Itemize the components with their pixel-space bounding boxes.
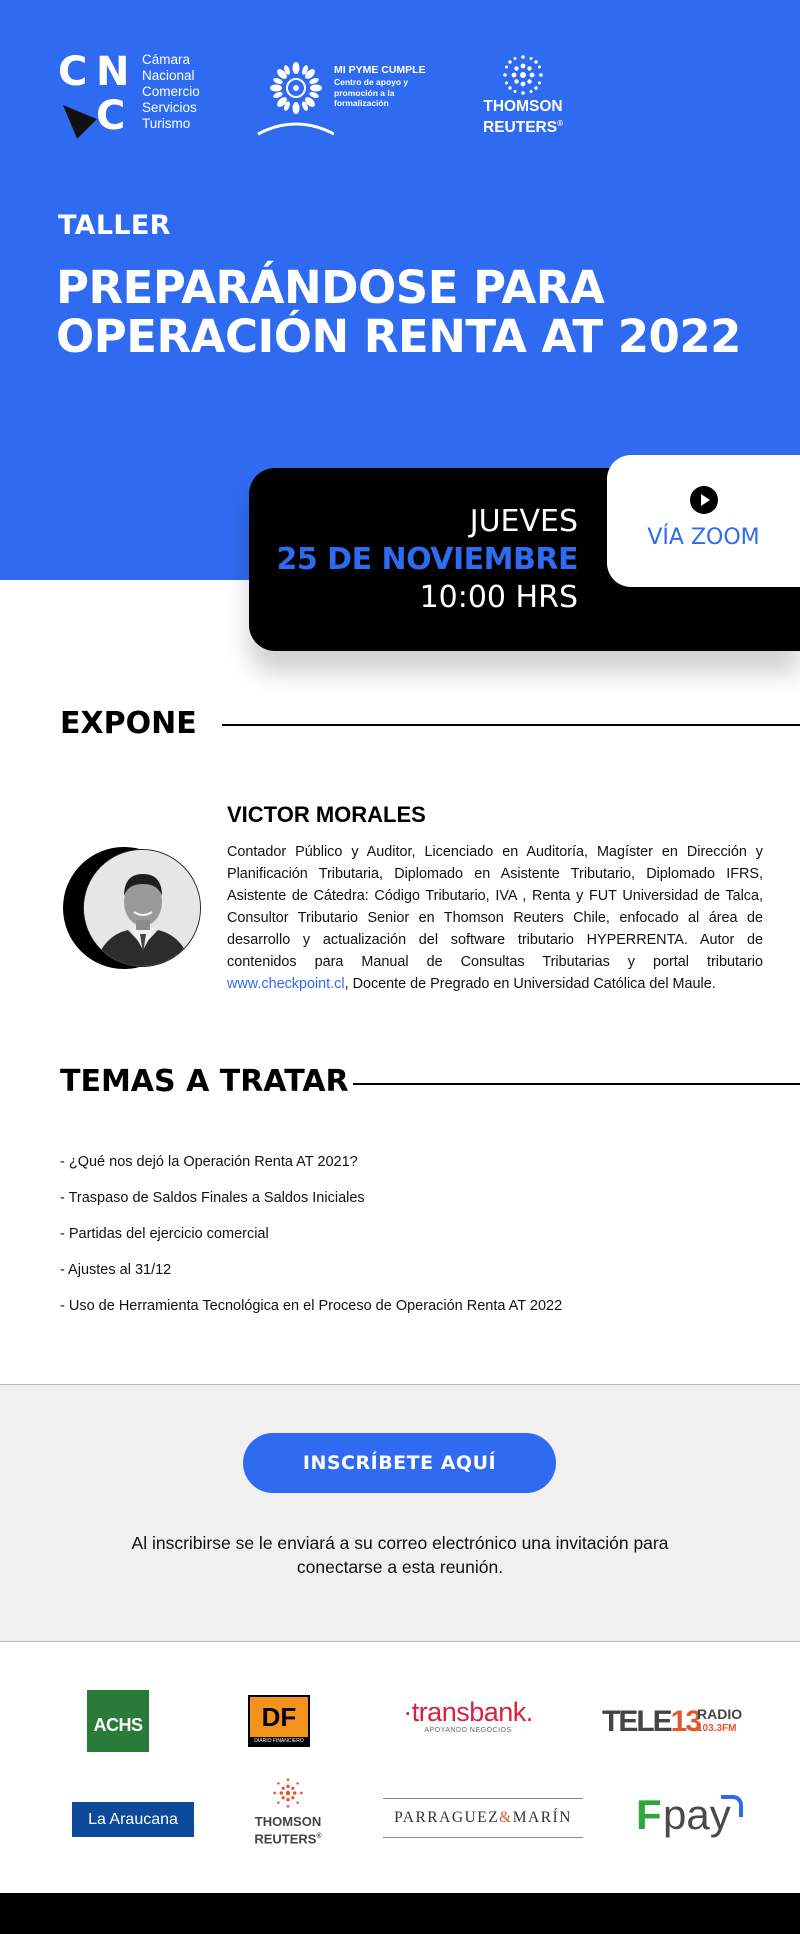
speaker-heading: EXPONE [60,706,197,741]
parraguez-word: PARRAGUEZ [394,1809,500,1826]
speaker-bio-text: Contador Público y Auditor, Licenciado en Auditoría, Magíster en Dirección y Planificación Tributaria, Diplomado en Asistente Tributario, Diplomado IFRS, Asistente de Cátedra: Código Tributario, IVA , Renta y FUT Universidad de Talca, Consultor Tributario Senior en Thomson Reuters Chile, enfocado al área de desarrollo y actualización del software tributario HYPERRENTA. Autor de contenidos para Manual de Consultas Tributarias y portal tributario [227,844,763,970]
speaker-bio-text: , Docente de Pregrado en Universidad Católica del Maule. [344,976,716,992]
reuters-word: REUTERS [254,1831,317,1847]
register-button[interactable]: INSCRÍBETE AQUÍ [243,1433,556,1493]
event-eyebrow: TALLER [58,210,171,241]
registered-mark: ® [316,1833,322,1840]
transbank-tagline: APOYANDO NEGOCIOS [424,1727,512,1734]
diario-financiero-logo [248,1695,310,1747]
event-time: 10:00 HRS [419,580,578,615]
speaker-photo [83,849,201,967]
topic-item: - Ajustes al 31/12 [60,1262,172,1278]
thomson-reuters-footer-logo [248,1776,328,1846]
tele13-number: 13 [670,1705,701,1738]
fpay-logo [633,1792,745,1842]
cnc-word: Nacional [142,68,195,83]
checkpoint-link[interactable]: www.checkpoint.cl [227,976,345,992]
thomson-reuters-dots-icon [269,1776,307,1810]
sunflower-icon [256,54,334,138]
thomson-reuters-dots-icon [499,52,547,98]
mi-pyme-subtitle: Centro de apoyo y [334,77,409,87]
marin-word: MARÍN [512,1809,572,1826]
mi-pyme-subtitle: formalización [334,98,389,108]
topic-item: - Partidas del ejercicio comercial [60,1226,269,1242]
tele13-radio-logo [602,1703,747,1741]
registered-mark: ® [557,119,563,128]
reuters-word: REUTERS [483,119,558,137]
transbank-logo [388,1697,548,1734]
cnc-letters [58,49,130,139]
event-date: 25 DE NOVIEMBRE [276,542,578,577]
fpay-f: F [636,1791,662,1838]
achs-logo: ACHS [87,1690,149,1752]
fpay-pay: pay [663,1791,731,1838]
event-title-line: PREPARÁNDOSE PARA [56,261,605,314]
event-title [56,263,796,361]
thomson-word: THOMSON [254,1814,322,1829]
play-icon [690,486,718,514]
mi-pyme-subtitle: promoción a la [334,87,395,98]
speaker-bio [227,841,763,995]
thomson-word: THOMSON [483,98,563,115]
register-note [80,1531,720,1579]
zoom-label: VÍA ZOOM [647,525,760,550]
cnc-letter-n: N [96,49,130,95]
cnc-word: Cámara [142,52,191,67]
la-araucana-logo: La Araucana [72,1802,194,1837]
mi-pyme-title: MI PYME CUMPLE [334,64,426,76]
topic-item: - Uso de Herramienta Tecnológica en el Proceso de Operación Renta AT 2022 [60,1298,563,1314]
event-title-line: OPERACIÓN RENTA AT 2022 [56,310,741,363]
cnc-word: Turismo [142,116,191,131]
transbank-wordmark: ·transbank. [403,1697,533,1727]
register-note-line: conectarse a esta reunión. [296,1557,504,1577]
cnc-words [142,52,200,132]
topics-list [60,1150,562,1330]
mi-pyme-text [334,64,426,109]
topics-heading: TEMAS A TRATAR [60,1064,349,1099]
radio-frequency: 103.3FM [697,1723,737,1734]
mi-pyme-cumple-logo [256,52,456,142]
speaker-avatar [63,847,203,969]
arrow-icon [53,95,97,139]
df-mark: DF [250,1697,308,1737]
event-day: JUEVES [469,504,578,539]
register-note-line: Al inscribirse se le enviará a su correo electrónico una invitación para [131,1533,669,1553]
topic-item: - Traspaso de Saldos Finales a Saldos Iniciales [60,1190,365,1206]
tele13-wordmark: TELE [602,1705,671,1738]
register-panel [0,1384,800,1642]
cnc-logo [58,49,258,142]
df-subtitle: DIARIO FINANCIERO [254,1738,304,1744]
cnc-letter-c1: C [58,49,88,95]
footer-bar [0,1893,800,1934]
speaker-portrait-icon [84,850,201,967]
radio-label: RADIO [697,1706,743,1722]
thomson-reuters-logo [468,52,578,142]
ampersand: & [499,1809,513,1826]
fpay-arc-icon [721,1795,743,1817]
parraguez-marin-logo [383,1798,583,1838]
cnc-word: Servicios [142,100,197,115]
cnc-letter-c2: C [96,93,126,139]
topic-item: - ¿Qué nos dejó la Operación Renta AT 2021? [60,1154,358,1170]
cnc-word: Comercio [142,84,200,99]
speaker-name: VICTOR MORALES [227,802,426,827]
zoom-badge [607,455,800,587]
section-divider [353,1083,800,1085]
section-divider [222,724,800,726]
